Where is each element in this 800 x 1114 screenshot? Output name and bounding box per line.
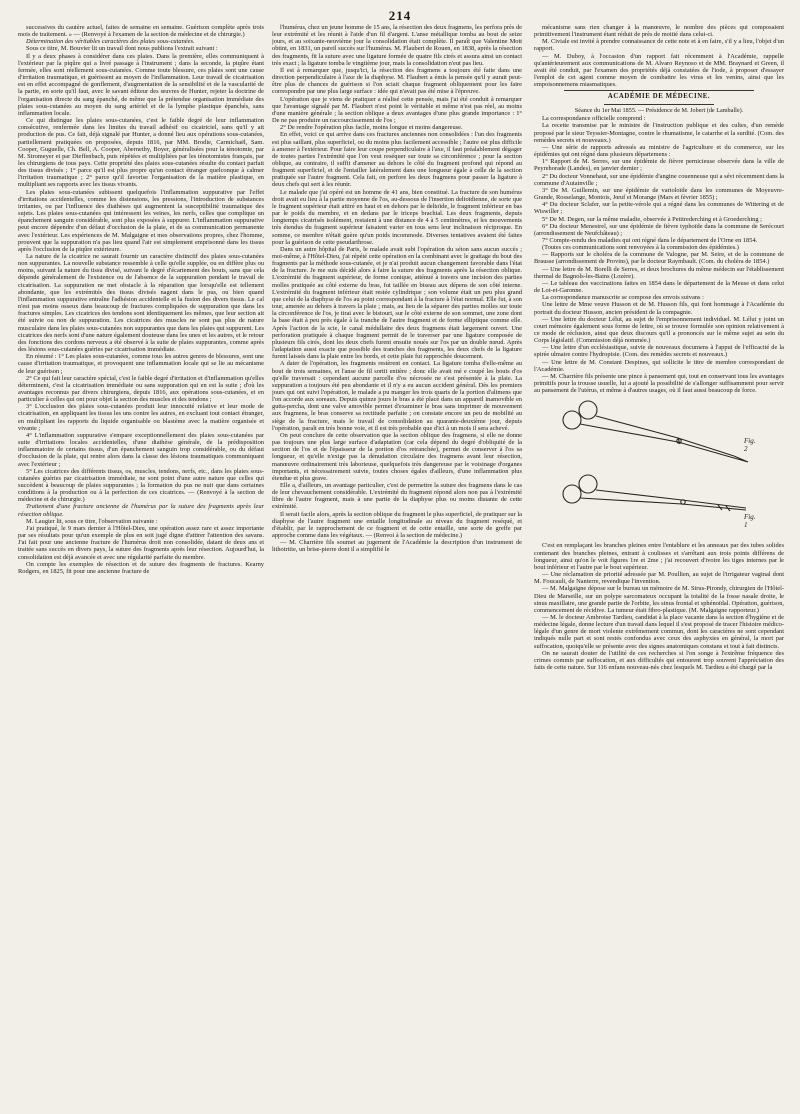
- paragraph: On compte les exemples de résection et de suture des fragments de fractures. Kearny Rodgers, en 1825, fit pour une ancienne fracture de: [18, 560, 264, 575]
- paragraph: — Une réclamation de priorité adressée par M. Poullien, au sujet de l'irrigateur vaginal dont M. Foucault, de Nanterre, revendique l'invention.: [534, 571, 784, 586]
- paragraph: On peut conclure de cette observation que la section oblique des fragmens, si elle ne donne pas toujours une plus large surface d'adaptation (car cela dépend du degré d'obliquité de la section de l'os et de l'épaisseur de la portion d'os retranchée), permet de conserver à l'os sa longueur, et qu'elle n'exige pas la dénudation circulaire des fragmens avant leur résection, manœuvre ordinairement très laborieuse, quelquefois très dangereuse par le voisinage d'organes importants, et nécessairement suivie, toutes choses égales d'ailleurs, d'une inflammation plus étendue et plus grave.: [272, 431, 522, 482]
- paragraph: 7° Compte-rendu des maladies qui ont régné dans le département de l'Orne en 1854.: [542, 236, 758, 244]
- paragraph: — Rapports sur le choléra de la commune de Valogne, par M. Seire, et de la commune de Brausse (arrondissement de Provins), par le docteur Raymbault. (Com. du choléra de 1854.): [534, 251, 784, 266]
- paragraph: La recette transmise par le ministre de l'instruction publique et des cultes, d'un remède proposé par le sieur Teyssier-Montagne, contre le rhumatisme, le catarrhe et la surdité. (Com. des remèdes secrets et nouveaux.): [534, 122, 784, 144]
- paragraph: 4° Du docteur Sclafer, sur la petite-vérole qui a régné dans les communes de Wittering et de Wiswiller ;: [534, 201, 784, 216]
- paragraph: — M. Duboy, à l'occasion d'un rapport fait récemment à l'Académie, rappelle qu'antérieurement aux communications de M. Alvaro Reynoso et de MM. Braynard et Green, il avait été conduit, par l'examen des propriétés déjà constatées de l'iode, à proposer d'essayer l'emploi de cet agent comme moyen de combattre les virus et les venins, ainsi que les empoisonnemens miasmatiques.: [534, 52, 784, 89]
- paragraph: Ce qui distingue les plaies sous-cutanées, c'est le faible degré de leur inflammation consécutive, renfermée dans les limites du travail adhésif ou cicatriciel, sans qu'il y ait production de pus. Ce fait, déjà signalé par Hunter, a donné lieu aux opérations sous-cutanées, partiellement pratiquées on proposées, depuis 1816, par MM. Brodie, Carmichaël, Sam. Cooper, Guguelle, Ch. Bell, A. Cooper, Abernethy, Boyer, généralisées pour la ténotomie, par M. Stromeyer et par Dieffenbach, puis répétées et multipliées par les ténotomistes français, par les chirurgiens de tous pays. Cette propriété des plaies sous-cutanées résulte du contact parfait des tissus divisés ; 1° parce qu'il est plus propre qu'un contact étranger quelconque à calmer l'irritation traumatique ; 2° parce qu'il favorise l'organisation de la matière plastique, en multipliant ses rapports avec les tissus vivants.: [18, 117, 264, 189]
- column-1: [18, 24, 264, 1108]
- session-line: Séance du 1er Mai 1855. — Présidence de M. Jobert (de Lamballe).: [574, 107, 744, 115]
- paragraph: Une lettre de Mme veuve Husson et de M. Husson fils, qui font hommage à l'Académie du portrait du docteur Husson, ancien président de la compagnie.: [534, 301, 784, 316]
- article-subtitle: Traitement d'une fracture ancienne de l'humérus par la suture des fragments après leur résection oblique.: [18, 503, 264, 518]
- paragraph: 3° L'occlusion des plaies sous-cutanées produit leur innocuité relative et leur mode de cicatrisation, en appliquant les tissus les uns contre les autres, en excluant tout contact étranger, en multipliant les rapports du liquide organisable ou blastème avec la matière organisée et vivante ;: [18, 403, 264, 432]
- paragraph: — M. Malgaigne dépose sur le bureau un mémoire de M. Sirus-Pirondy, chirurgien de l'Hôtel-Dieu de Marseille, sur un polype sarcomateux occupant la totalité de la fosse nasale droite, le sinus maxillaire, une grande partie de l'orbite, les sinus frontal et sphénoïdal. Opération, guérison, commencement de récidive. La tumeur était fibro-plastique. (M. Malgaigne rapporteur.): [534, 585, 784, 614]
- paragraph: 3° De M. Guillemin, sur une épidémie de varioloïde dans les communes de Moyeuvre-Grande, Rosselange, Montois, Jœuf et Morange (Mars et février 1855) ;: [534, 186, 784, 202]
- paragraph: 2° Du docteur Vonnehaut, sur une épidémie d'angine couenneuse qui a sévi récemment dans la commune d'Autainville ;: [534, 172, 784, 187]
- paragraph: — M. Charrière fils soumet au jugement de l'Académie la description d'un instrument de lithotritie, un brise-pierre dont il a simplifié le: [272, 539, 522, 554]
- paragraph: L'opération que je viens de pratiquer a réalisé cette pensée, mais j'ai été conduit à remarquer que l'avantage signalé par M. Flaubert n'est point le véritable et même n'est pas réel, au moins d'une manière générale ; la section oblique a deux avantages d'une plus grande importance : 1° De ne pas produire un raccourcissement de l'os ;: [272, 95, 522, 125]
- column-2: [272, 24, 522, 1108]
- article-subtitle: Détermination des véritables caractères des plaies sous-cutanées.: [26, 38, 195, 46]
- forceps-drawing: [558, 398, 758, 538]
- paragraph: — Une lettre d'un ecclésiastique, suivie de nouveaux documens à l'appui de l'efficacité de la spirée ulmaire contre l'hydropisie. (Com. des remèdes secrets et nouveaux.): [534, 344, 784, 359]
- paragraph: C'est en remplaçant les branches pleines entre l'entablure et les anneaux par des tubes solides contenant des branches pleines, entrant à coulisses et s'arrêtant aux trois points différens de longueur, ainsi qu'on le voit figures 1re et 2me ; j'ai recouvert d'ivoire les tiges internes par le bout inférieur et l'autre par le bout supérieur.: [534, 542, 784, 571]
- paragraph: A dater de l'opération, les fragments restèrent en contact. La ligature tomba d'elle-même au bout de trois semaines, et l'anse de fil sortit entière ; donc elle avait mé e coupé les bouts d'os qu'elle traversait : cependant aucune parcelle d'os nécrosée ne s'est présentée à la plaie. La suppuration a toujours été peu abondante et il n'y a eu aucun accident général. Dès les premiers jours qui ont suivi l'opération, le malade a pu manger les trois quarts de la portion d'alimens que l'on accorde aux soreaux. Depuis quinze jours le bras a été placé dans un appareil inamovible en gutta-percha, dont une valve amovible permet d'examiner le bras sans imprimer de mouvement aux fragmens, le bras conserve sa rectitude parfaite ; on constate encore un peu de mobilité au siège de la fracture, mais le travail de consolidation au quarante-deuxième jour, depuis l'opération, paraît en très bonne voie, et il est très probable que d'ici à un mois il sera achevé.: [272, 360, 522, 432]
- paragraph: — Le tableau des vaccinations faites en 1854 dans le département de la Meuse et dans celui de Lot-et-Garonne.: [534, 279, 784, 295]
- paragraph: J'ai pratiqué, le 9 mars dernier à l'Hôtel-Dieu, une opération assez rare et assez importante par ses résultats pour qu'un exemple de plus en soit jugé digne d'attirer l'attention des savans. J'ai fait pour une ancienne fracture de l'humérus droit non consolidée, datant de deux ans et traitée sans succès en divers pays, la suture des fragments après leur résection. Aujourd'hui, la consolidation est déjà avancée et avec une régularité parfaite du membre.: [18, 524, 264, 561]
- paragraph: l'humérus, chez un jeune homme de 15 ans, la résection des deux fragmens, les perfora près de leur extrémité et les réunit à l'aide d'un fil d'argent. L'anse métallique tomba au bout de seize jours, et au soixante-neuvième jour la consolidation était complète. Il paraît que Valentine Mott obtint, en 1831, un pareil succès sur l'humérus. M. Flaubert de Rouen, en 1838, après la résection des fragments, fit la suture avec une ligature formée de quatre fils cirés et assura ainsi un contact très exact ; la ligature tomba le vingtième jour, mais la consolidation n'eut pas lieu.: [272, 24, 522, 67]
- paragraph: — M. Charrière fils présente une pince à pansement qui, tout en conservant tous les avantages primitifs pour la trousse usuelle, lui a ajouté la possibilité de s'allonger suffisamment pour servir au pansement de l'utérus, et même à d'autres usages, où il faut aussi beaucoup de force.: [534, 372, 784, 395]
- paragraph: Dans un autre hôpital de Paris, le malade avait subi l'opération du séton sans aucun succès ; moi-même, à l'Hôtel-Dieu, j'ai répété cette opération en la combinant avec le grattage du bout des fragments par la méthode sous-cutanée, et je n'ai produit aucun changement favorable dans l'état de la fracture. Je me suis décidé alors à faire la suture des fragments après la résection oblique. L'extrémité du fragment supérieur, de forme conique, atténué à travers une incision des parties molles pratiquée au côté externe du bras, fut taillée en biseau aux dépens de son côté interne. L'extrémité du fragment inférieur était restée cylindrique ; son volume était un peu plus grand que celui de la diaphyse de l'os au point correspondant à la fracture à l'état normal. Elle fut, à son tour, amenée au dehors à travers la plaie ; mais, au lieu de la séparer des parties molles sur toute la circonférence de l'os, je tirai avec le bistouri, sur le côté externe de son sommet, une zone dont la base était à peu près égale à la tranche de l'autre fragment et de forme elliptique comme elle. Après l'action de la scie, le canal médullaire des deux fragmens était largement ouvert. Une perforation pratiquée à chaque fragment permit de le traverser par une ligature composée de plusieurs fils cirés, dont les deux chefs furent ensuite noués sur l'os par un double nœud. Après l'adaptation aussi exacte que possible des tranches des fragments, les deux chefs de la ligature furent laissés dans la plaie entre les bords, et cette plaie fut rapprochée doucement.: [272, 245, 522, 361]
- paragraph: — Une lettre du docteur Lélut, au sujet de l'emprisonnement individuel. M. Lélut y joint un court mémoire également sous forme de lettre, où se trouve formulée son opinion relativement à ce mode de réclusion, ainsi que deux discours qu'il a prononcés sur le même sujet au sein du Corps législatif. (Commission déjà nommée.): [534, 315, 784, 345]
- paragraph: successives du cautère actuel, faites de semaine en semaine. Guérison complète après trois mois de traitement. » — (Renvoyé à l'examen de la section de médecine et de chirurgie.): [18, 24, 264, 39]
- section-divider: [564, 90, 754, 91]
- paragraph: 2° De rendre l'opération plus facile, moins longue et moins dangereuse.: [280, 124, 463, 132]
- paragraph: M. Laugier lit, sous ce titre, l'observation suivante :: [26, 517, 158, 525]
- page-number: 214: [388, 8, 412, 23]
- paragraph: Elle a, d'ailleurs, un avantage particulier, c'est de permettre la suture des fragmens dans le cas de leur chevauchement considérable. L'extrémité du fragment répond alors non pas à l'extrémité libre de l'autre fragment, mais à une partie de la diaphyse plus ou moins distante de cette extrémité.: [272, 482, 522, 511]
- paragraph: La correspondance officielle comprend :: [542, 115, 646, 123]
- paragraph: Il serait facile alors, après la section oblique du fragment le plus superficiel, de pratiquer sur la diaphyse de l'autre fragment une entaille longitudinale au niveau du fragment reséqué, et d'établir, par le rapprochement de ce fragment et de cette entaille, une sorte de greffe par approche comme dans les végétaux. — (Renvoi à la section de médecine.): [272, 510, 522, 540]
- paragraph: — Une série de rapports adressés au ministre de l'agriculture et du commerce, sur les épidémies qui ont régné dans plusieurs départemens :: [534, 143, 784, 159]
- paragraph: Les plaies sous-cutanées subissent quelquefois l'inflammation suppurative par l'effet d'irritations accidentelles, comme les distensions, les pressions, l'introduction de substances irritantes, ou par l'influence des diathèses qui augmentent la susceptibilité traumatique des sujets. Les plaies sous-cutanées qui intéressent les veines, les nerfs, celles que complique un épanchement sanguin considérable, sont plus exposées à suppurer. L'inflammation suppurative peut encore dépendre d'un défaut d'occlusion de la plaie, et de sa communication permanente avec l'extérieur. Les expériences de M. Malgaigne et mes observations propres, chez l'homme, prouvent que la suppuration n'a pas lieu quand l'air est simplement emprisonné dans les tissus après l'occlusion de la piqûre extérieure.: [18, 188, 264, 253]
- column-3: [534, 24, 784, 1108]
- figure-label: Fig. 2: [744, 437, 756, 453]
- paragraph: mécanisme sans rien changer à la manœuvre, le nombre des pièces qui composaient primitivement l'instrument étant réduit de près de moitié dans celui-ci.: [534, 24, 784, 39]
- paragraph: M. Civiale est invité à prendre connaissance de cette note et à en faire, s'il y a lieu, l'objet d'un rapport.: [534, 38, 784, 53]
- section-divider: [604, 104, 714, 105]
- paragraph: 1° Rapport de M. Serres, sur une épidémie de fièvre pernicieuse observée dans la ville de Peyrehorade (Landes), en janvier dernier ;: [534, 158, 784, 173]
- paragraph: 4° L'inflammation suppurative s'empare exceptionnellement des plaies sous-cutanées par suite d'irritations locales accidentelles, d'une diathèse générale, de la prédisposition inflammatoire de certains tissus, d'un épanchement sanguin trop considérable, ou du défaut d'occlusion de la plaie, qui rentre alors dans la classe des lésions traumatiques communiquant avec l'extérieur ;: [18, 431, 264, 468]
- paragraph: Le malade que j'ai opéré est un homme de 41 ans, bien constitué. La fracture de son humérus droit avait eu lieu à la partie moyenne de l'os, au-dessous de l'insertion deltoïdienne, de sorte que le fragment supérieur était attiré en haut et en dehors par le deltoïde, le fragment inférieur en bas par le poids du membre, et en dedans par le triceps brachial. Les deux fragments, depuis longtemps cicatrisés isolément, restaient à une distance de 4 à 5 centimètres, et les mouvements très étendus du fragment supérieur faisaient varier en tous sens leur inclinaison réciproque. En somme, ce membre n'était guère qu'un poids incommode. Diverses tentatives avaient été faites pour la guérison de cette pseudarthrose.: [272, 188, 522, 246]
- paragraph: Sous ce titre, M. Bouvier lit un travail dont nous publions l'extrait suivant :: [26, 45, 218, 53]
- paragraph: En effet, voici ce qui arrive dans ces fractures anciennes non consolidées : l'un des fragments est plus saillant, plus superficiel, ou du moins plus facilement accessible ; l'autre est plus difficile à amener à l'extérieur. Pour faire leur coupe perpendiculaire à l'axe, il faut préalablement dégager de toutes parties l'extrémité que l'on veut reséquer sur toute sa circonférence ; pour la section oblique, au contraire, il suffit d'amener au dehors le côté du fragment profond qui répond au fragment superficiel, et de l'entailler latéralement dans une longueur égale à celle de la section pratiquée sur l'autre fragment. Cela fait, on perfore les deux fragmens pour passer la ligature à deux chefs qui sert à les réunir.: [272, 131, 522, 189]
- paragraph: 5° Les cicatrices des différents tissus, os, muscles, tendons, nerfs, etc., dans les plaies sous-cutanées guéries par cicatrisation immédiate, ne sont point d'une autre nature que celles qui succèdent à beaucoup de plaies suppurantes ; la formation du pus ne nuit que dans certaines conditions à la production ou à la perfection de ces cicatrices. — (Renvoyé à la section de médecine et de chirurgie.): [18, 467, 264, 504]
- paragraph: On ne saurait douter de l'utilité de ces recherches si l'on songe à l'extrême fréquence des crimes commis par suffocation, et aux difficultés qui entourent trop souvent l'appréciation des faits de cette nature. Sur 116 enfans nouveau-nés chez lesquels M. Tardieu a été chargé par la: [534, 649, 784, 672]
- paragraph: — M. le docteur Ambroise Tardieu, candidat à la place vacante dans la section d'hygiène et de médecine légale, donne lecture d'un travail dans lequel il s'est proposé de tracer l'histoire médico-légale d'un genre de mort violente extrêmement commun, dont les caractères ne sont cependant indiqués nulle part et sont restés confondus avec ceux des asphyxies en général, la mort par suffocation, quoiqu'elle se présente avec des signes anatomiques constans et tout à fait distincts.: [534, 613, 784, 650]
- paragraph: — Une lettre de M. Borelli de Serres, et deux brochures du même médecin sur l'établissement thermal de Bagnols-les-Bains (Lozère).: [534, 265, 784, 280]
- paragraph: Il est à remarquer que, jusqu'ici, la résection des fragmens a toujours été faite dans une direction perpendiculaire à l'axe de la diaphyse. M. Flaubert a émis la pensée qu'il y aurait peut-être plus de chances de guérison si l'on sciait chaque fragment obliquement pour les faire correspondre par une plus large surface : idée qui n'avait pas été mise à l'épreuve.: [272, 66, 522, 96]
- paragraph: — Une lettre de M. Constant Despines, qui sollicite le titre de membre correspondant de l'Académie.: [534, 358, 784, 373]
- figure-label: Fig. 1: [744, 513, 756, 529]
- paragraph: 5° De M. Degen, sur la même maladie, observée à Petitrederching et à Groederching ;: [542, 215, 762, 223]
- paragraph: (Toutes ces communications sont renvoyées à la commission des épidémies.): [542, 244, 739, 252]
- paragraph: La nature de la cicatrice ne saurait fournir un caractère distinctif des plaies sous-cutanées non suppurantes. La nouvelle substance ressemble à celle qu'elle supplée, ou en diffère plus ou moins, suivant la nature du tissu divisé, suivant le degré d'écartement des bouts, sans que cela dépende généralement de l'existence ou de l'absence de la suppuration pendant le travail de cicatrisation. La suppuration ne met obstacle à la réparation que lorsqu'elle est tellement abondante, que les extrémités des tissus divisés nagent dans le pus, ou bien quand l'inflammation suppurative entraîne l'adhésion accidentelle et la fusion des divers tissus. Le cal n'est pas moins osseux dans beaucoup de fractures compliquées de suppuration que dans les fractures simples. Les cicatrices des tendons sont identiquement les mêmes, que leur section ait été suivie ou non de suppuration. Les cicatrices des muscles ne sont pas plus de nature musculaire dans les plaies sous-cutanées non suppurantes que dans les plaies qui suppurent. Les cicatrices des nerfs sont d'une nature également douteuse dans les unes et les autres, et le retour des fonctions des cordons nerveux a été observé à la suite de plaies suppurantes, comme après des lésions sous-cutanées guéries par cicatrisation immédiate.: [18, 253, 264, 354]
- paragraph: La correspondance manuscrite se compose des envois suivans :: [542, 294, 704, 302]
- forceps-illustration: [558, 398, 758, 538]
- section-title: ACADÉMIE DE MÉDECINE.: [607, 93, 711, 101]
- paragraph: 6° Du docteur Menestrel, sur une épidémie de fièvre typhoïde dans la commune de Serécourt (arrondissement de Neufchâteau) ;: [534, 222, 784, 237]
- paragraph: En résumé : 1° Les plaies sous-cutanées, comme tous les autres genres de blessures, sont une cause d'irritation traumatique, et provoquent une inflammation locale qui se lie au mécanisme de leur guérison ;: [18, 353, 264, 375]
- paragraph: Il y a deux phases à considérer dans ces plaies. Dans la première, elles communiquent à l'extérieur par la piqûre qui a livré passage à l'instrument ; dans la seconde, la piqûre étant fermée, elles sont réellement sous-cutanées. Comme toute blessure, ces plaies sont une cause d'irritation traumatique, et guérissent au moyen de l'inflammation. Leur travail de cicatrisation est en effet accompagné de gonflement, d'augmentation de la sensibilité et de la vascularité de la partie, en sorte qu'il faut, avec le savant éditeur des œuvres de Hunter, rejeter la doctrine de l'organisation directe du sang épanché, de même que la prétendue organisation immédiate des plaies sous-cutanées au moyen du sang artériel et de la lymphe plastique épanchés, sans inflammation locale.: [18, 52, 264, 117]
- paragraph: 2° Ce qui fait leur caractère spécial, c'est le faible degré d'irritation et d'inflammation qu'elles déterminent, c'est la cicatrisation immédiate ou sans suppuration qui en est la suite ; d'où les avantages reconnus par divers chirurgiens, depuis 1816, aux opérations sous-cutanées, et en particulier à celles qui ont pour objet la section des muscles et des tendons ;: [18, 374, 264, 404]
